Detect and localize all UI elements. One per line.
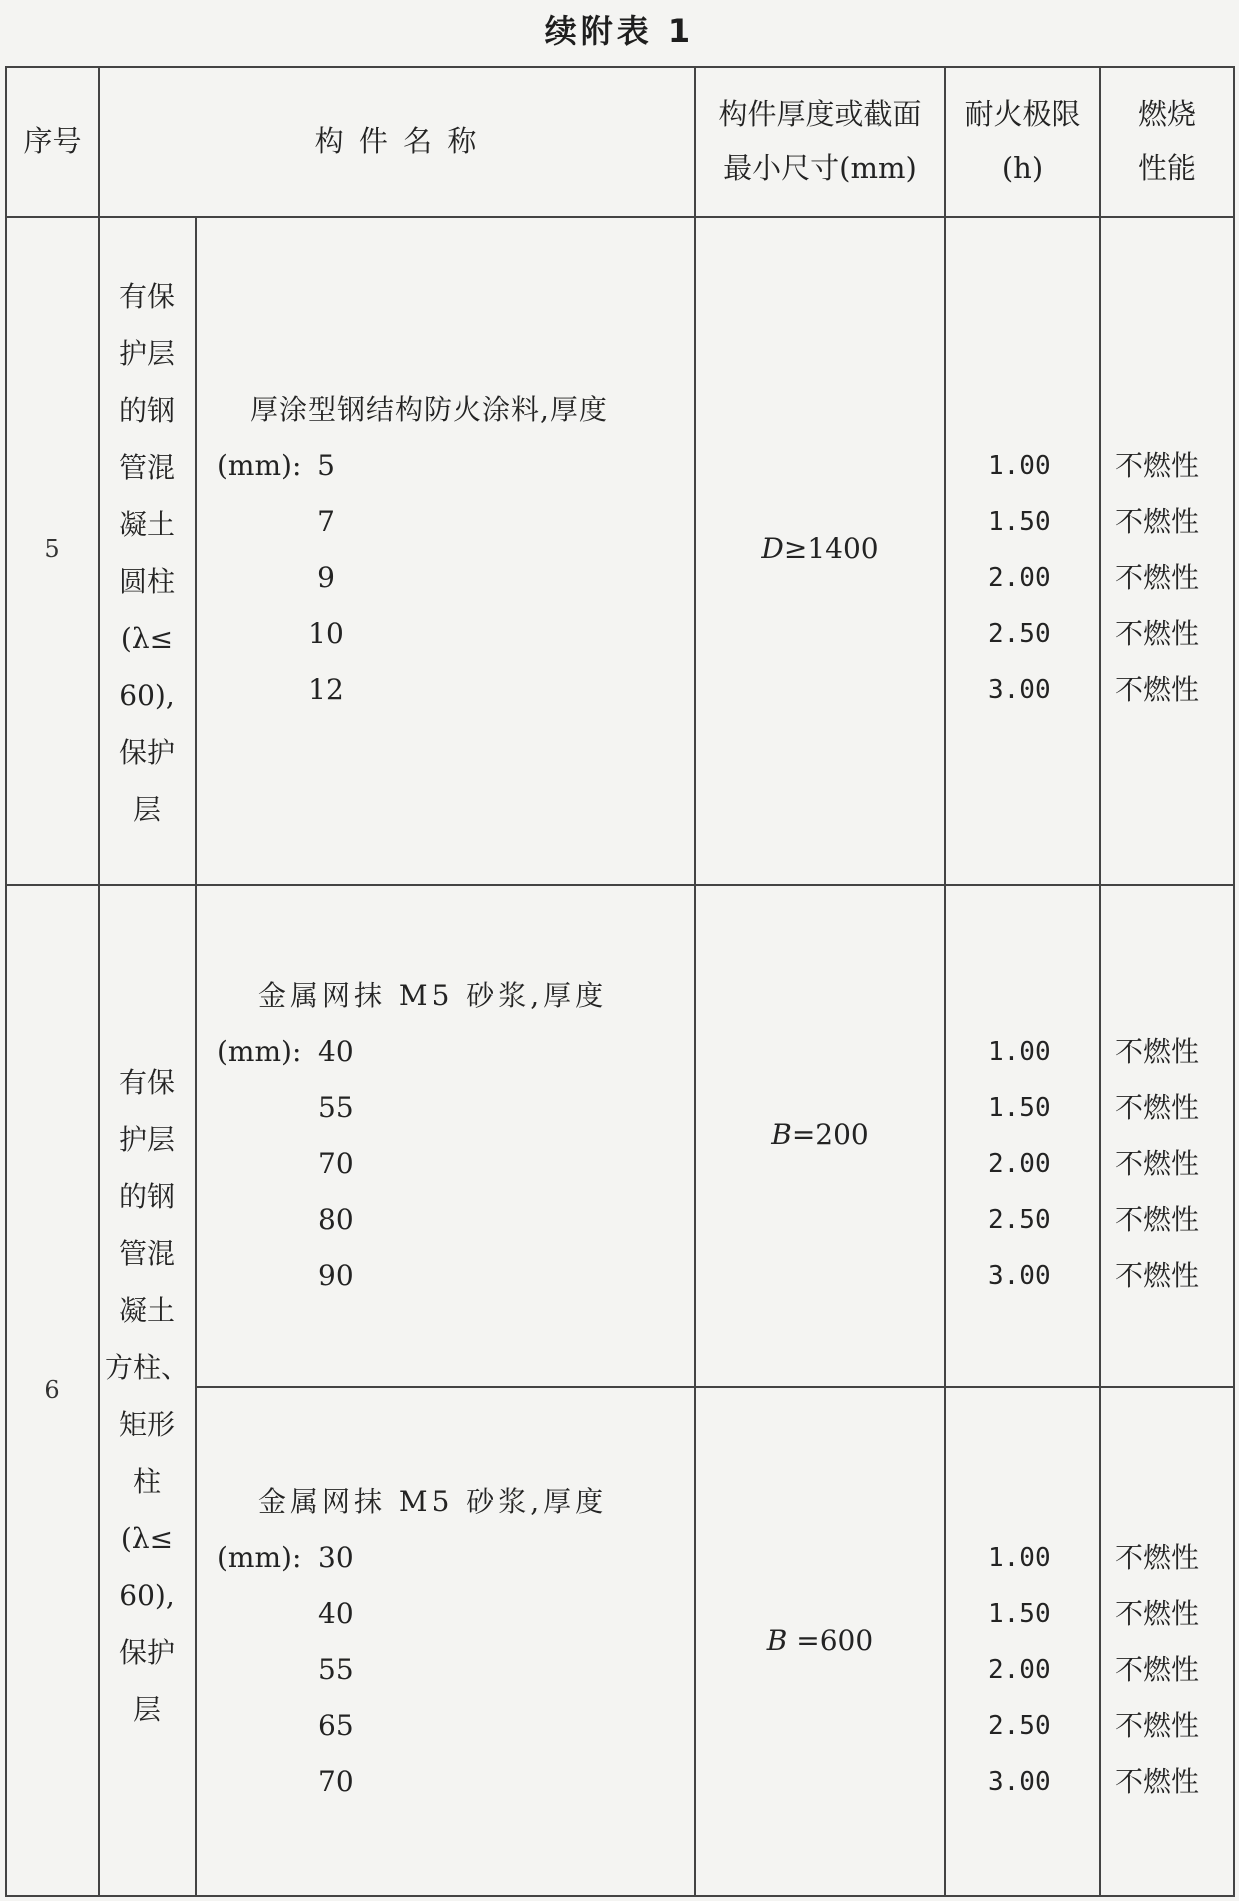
col-divider-fire xyxy=(1099,66,1101,1897)
row6b-thickness-4: 65 xyxy=(318,1709,354,1742)
row5-thickness-2: 7 xyxy=(317,505,335,538)
row6a-burn-3: 不燃性 xyxy=(1115,1147,1200,1180)
table-border-right xyxy=(1233,66,1235,1897)
table-title: 续附表 1 xyxy=(544,12,695,50)
row6a-thickness-3: 70 xyxy=(318,1147,354,1180)
header-fire-line2: (h) xyxy=(1001,151,1044,185)
table-border-left xyxy=(5,66,7,1897)
header-seq: 序号 xyxy=(23,124,82,158)
row6a-thickness-1: 40 xyxy=(318,1035,354,1068)
row6-category: 有保 护层 的钢 管混 凝土 方柱、 矩形 柱 (λ≤ 60), 保护 层 xyxy=(104,1066,189,1726)
row6-seq: 6 xyxy=(44,1376,60,1404)
header-fire-line1: 耐火极限 xyxy=(964,97,1081,131)
row6b-burn-3: 不燃性 xyxy=(1115,1653,1200,1686)
row5-fire-4: 2.50 xyxy=(988,619,1051,649)
row6b-thickness-1: 30 xyxy=(318,1541,354,1574)
row6b-fire-2: 1.50 xyxy=(988,1599,1051,1629)
row6b-thickness-3: 55 xyxy=(318,1653,354,1686)
row6b-unit: (mm): xyxy=(217,1541,302,1574)
row6a-burn-5: 不燃性 xyxy=(1115,1259,1200,1292)
col-divider-category xyxy=(195,216,197,1897)
row6a-fire-2: 1.50 xyxy=(988,1093,1051,1123)
header-divider xyxy=(5,216,1235,218)
row6a-fire-1: 1.00 xyxy=(988,1037,1051,1067)
row6b-fire-4: 2.50 xyxy=(988,1711,1051,1741)
row6a-thickness-5: 90 xyxy=(318,1259,354,1292)
row5-category: 有保 护层 的钢 管混 凝土 圆柱 (λ≤ 60), 保护 层 xyxy=(118,280,175,826)
col-divider-size xyxy=(944,66,946,1897)
row6b-thickness-2: 40 xyxy=(318,1597,354,1630)
subrow-divider xyxy=(197,1386,1235,1388)
row6a-thickness-2: 55 xyxy=(318,1091,354,1124)
row5-unit: (mm): xyxy=(217,449,302,482)
row5-burn-4: 不燃性 xyxy=(1115,617,1200,650)
row6a-burn-2: 不燃性 xyxy=(1115,1091,1200,1124)
header-name: 构 件 名 称 xyxy=(314,124,480,158)
table-border-top xyxy=(5,66,1235,68)
row6a-burn-1: 不燃性 xyxy=(1115,1035,1200,1068)
row5-fire-1: 1.00 xyxy=(988,451,1051,481)
row5-burn-1: 不燃性 xyxy=(1115,449,1200,482)
row6a-desc: 金属网抹 M5 砂浆,厚度 xyxy=(258,979,608,1012)
row6a-thickness-4: 80 xyxy=(318,1203,354,1236)
header-burn-line1: 燃烧 xyxy=(1137,97,1196,131)
header-size-line2: 最小尺寸(mm) xyxy=(723,151,917,185)
col-divider-name xyxy=(694,66,696,1897)
row6b-desc: 金属网抹 M5 砂浆,厚度 xyxy=(258,1485,608,1518)
row6a-burn-4: 不燃性 xyxy=(1115,1203,1200,1236)
row6a-fire-5: 3.00 xyxy=(988,1261,1051,1291)
row5-size: D≥1400 xyxy=(761,532,879,565)
row5-desc: 厚涂型钢结构防火涂料,厚度 xyxy=(250,393,608,426)
row5-thickness-4: 10 xyxy=(308,617,344,650)
row6b-burn-4: 不燃性 xyxy=(1115,1709,1200,1742)
header-burn-line2: 性能 xyxy=(1137,151,1196,185)
row6b-fire-5: 3.00 xyxy=(988,1767,1051,1797)
row-divider xyxy=(5,884,1235,886)
row5-thickness-1: 5 xyxy=(317,449,335,482)
row6a-fire-4: 2.50 xyxy=(988,1205,1051,1235)
row6b-fire-3: 2.00 xyxy=(988,1655,1051,1685)
row5-thickness-3: 9 xyxy=(317,561,335,594)
header-size-line1: 构件厚度或截面 xyxy=(718,97,922,131)
row5-burn-2: 不燃性 xyxy=(1115,505,1200,538)
row6b-burn-2: 不燃性 xyxy=(1115,1597,1200,1630)
row5-burn-5: 不燃性 xyxy=(1115,673,1200,706)
row5-fire-5: 3.00 xyxy=(988,675,1051,705)
row6a-unit: (mm): xyxy=(217,1035,302,1068)
row5-seq: 5 xyxy=(44,535,60,563)
row5-thickness-5: 12 xyxy=(308,673,344,706)
table-border-bottom xyxy=(5,1895,1235,1897)
row6a-size: B=200 xyxy=(771,1118,869,1151)
row6b-thickness-5: 70 xyxy=(318,1765,354,1798)
row6b-size: B =600 xyxy=(766,1624,874,1657)
row6b-fire-1: 1.00 xyxy=(988,1543,1051,1573)
row6a-fire-3: 2.00 xyxy=(988,1149,1051,1179)
row6b-burn-5: 不燃性 xyxy=(1115,1765,1200,1798)
row5-burn-3: 不燃性 xyxy=(1115,561,1200,594)
row6b-burn-1: 不燃性 xyxy=(1115,1541,1200,1574)
row5-fire-3: 2.00 xyxy=(988,563,1051,593)
row5-fire-2: 1.50 xyxy=(988,507,1051,537)
